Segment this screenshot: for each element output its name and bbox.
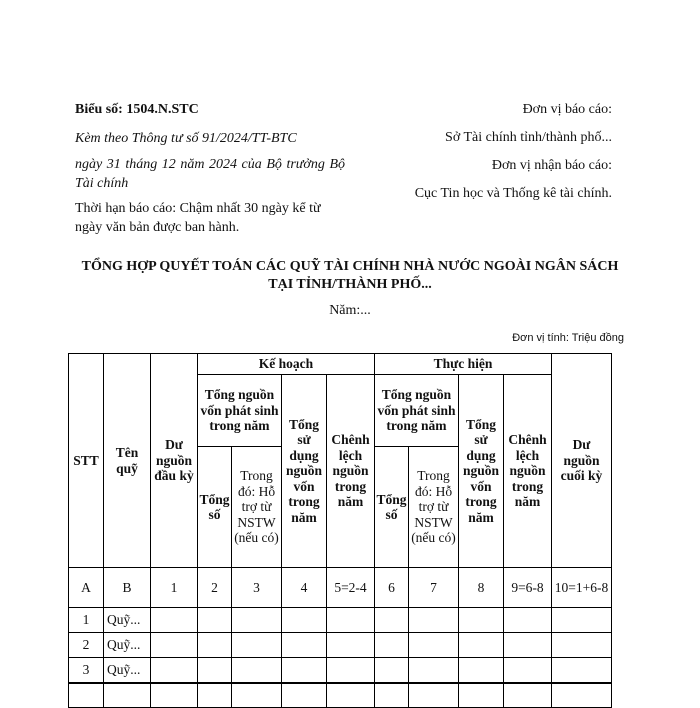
fund-name: Quỹ... [104, 608, 151, 633]
index-cell: 8 [459, 568, 504, 608]
report-year: Năm:... [329, 303, 371, 318]
header-plan-central-support: Trong đó: Hỗ trợ từ NSTW (nếu có) [232, 447, 282, 568]
header-actual: Thực hiện [375, 354, 552, 375]
index-cell: 3 [232, 568, 282, 608]
header-left-block [75, 100, 345, 237]
header-closing-balance: Dư nguồn cuối kỳ [552, 354, 612, 568]
table-row [69, 608, 612, 633]
header-stt: STT [69, 354, 104, 568]
row-number: 1 [69, 608, 104, 633]
header-right-block [312, 100, 612, 212]
header-plan-difference: Chênh lệch nguồn trong năm [327, 375, 375, 568]
index-row [69, 568, 612, 608]
index-cell: 9=6-8 [504, 568, 552, 608]
table-row [69, 683, 612, 708]
receiving-unit-label: Đơn vị nhận báo cáo: [491, 158, 612, 173]
table-row [69, 658, 612, 683]
reporting-unit-value: Sở Tài chính tỉnh/thành phố... [445, 130, 612, 145]
header-fund-name: Tên quỹ [104, 354, 151, 568]
header-plan: Kế hoạch [198, 354, 375, 375]
decree-reference: ngày 31 tháng 12 năm 2024 của Bộ trưởng Bộ Tài chính [75, 157, 345, 191]
report-title: TỔNG HỢP QUYẾT TOÁN CÁC QUỸ TÀI CHÍNH NHÀ NƯỚC NGOÀI NGÂN SÁCH TẠI TỈNH/THÀNH PHỐ... [81, 259, 619, 292]
reporting-unit-label: Đơn vị báo cáo: [522, 102, 612, 117]
header-actual-total-source: Tổng nguồn vốn phát sinh trong năm [375, 375, 459, 447]
index-cell: B [104, 568, 151, 608]
index-cell: 2 [198, 568, 232, 608]
table-row [69, 633, 612, 658]
row-number: 2 [69, 633, 104, 658]
header-actual-total-use: Tổng sử dụng nguồn vốn trong năm [459, 375, 504, 568]
settlement-table [68, 353, 612, 708]
form-code: Biểu số: 1504.N.STC [75, 102, 199, 117]
header-actual-total: Tổng số [375, 447, 409, 568]
index-cell: 10=1+6-8 [552, 568, 612, 608]
header-actual-difference: Chênh lệch nguồn trong năm [504, 375, 552, 568]
header-plan-total-source: Tổng nguồn vốn phát sinh trong năm [198, 375, 282, 447]
circular-reference: Kèm theo Thông tư số 91/2024/TT-BTC [75, 131, 297, 146]
index-cell: 7 [409, 568, 459, 608]
index-cell: 6 [375, 568, 409, 608]
header-plan-total-use: Tổng sử dụng nguồn vốn trong năm [282, 375, 327, 568]
fund-name: Quỹ... [104, 633, 151, 658]
header-plan-total: Tổng số [198, 447, 232, 568]
row-number: 3 [69, 658, 104, 683]
header-opening-balance: Dư nguồn đầu kỳ [151, 354, 198, 568]
index-cell: 5=2-4 [327, 568, 375, 608]
currency-unit: Đơn vị tính: Triệu đồng [512, 332, 624, 344]
index-cell: A [69, 568, 104, 608]
index-cell: 1 [151, 568, 198, 608]
fund-name: Quỹ... [104, 658, 151, 683]
index-cell: 4 [282, 568, 327, 608]
receiving-unit-value: Cục Tin học và Thống kê tài chính. [414, 186, 612, 201]
header-actual-central-support: Trong đó: Hỗ trợ từ NSTW (nếu có) [409, 447, 459, 568]
report-deadline: Thời hạn báo cáo: Chậm nhất 30 ngày kể từ ngày văn bản được ban hành. [75, 201, 321, 235]
